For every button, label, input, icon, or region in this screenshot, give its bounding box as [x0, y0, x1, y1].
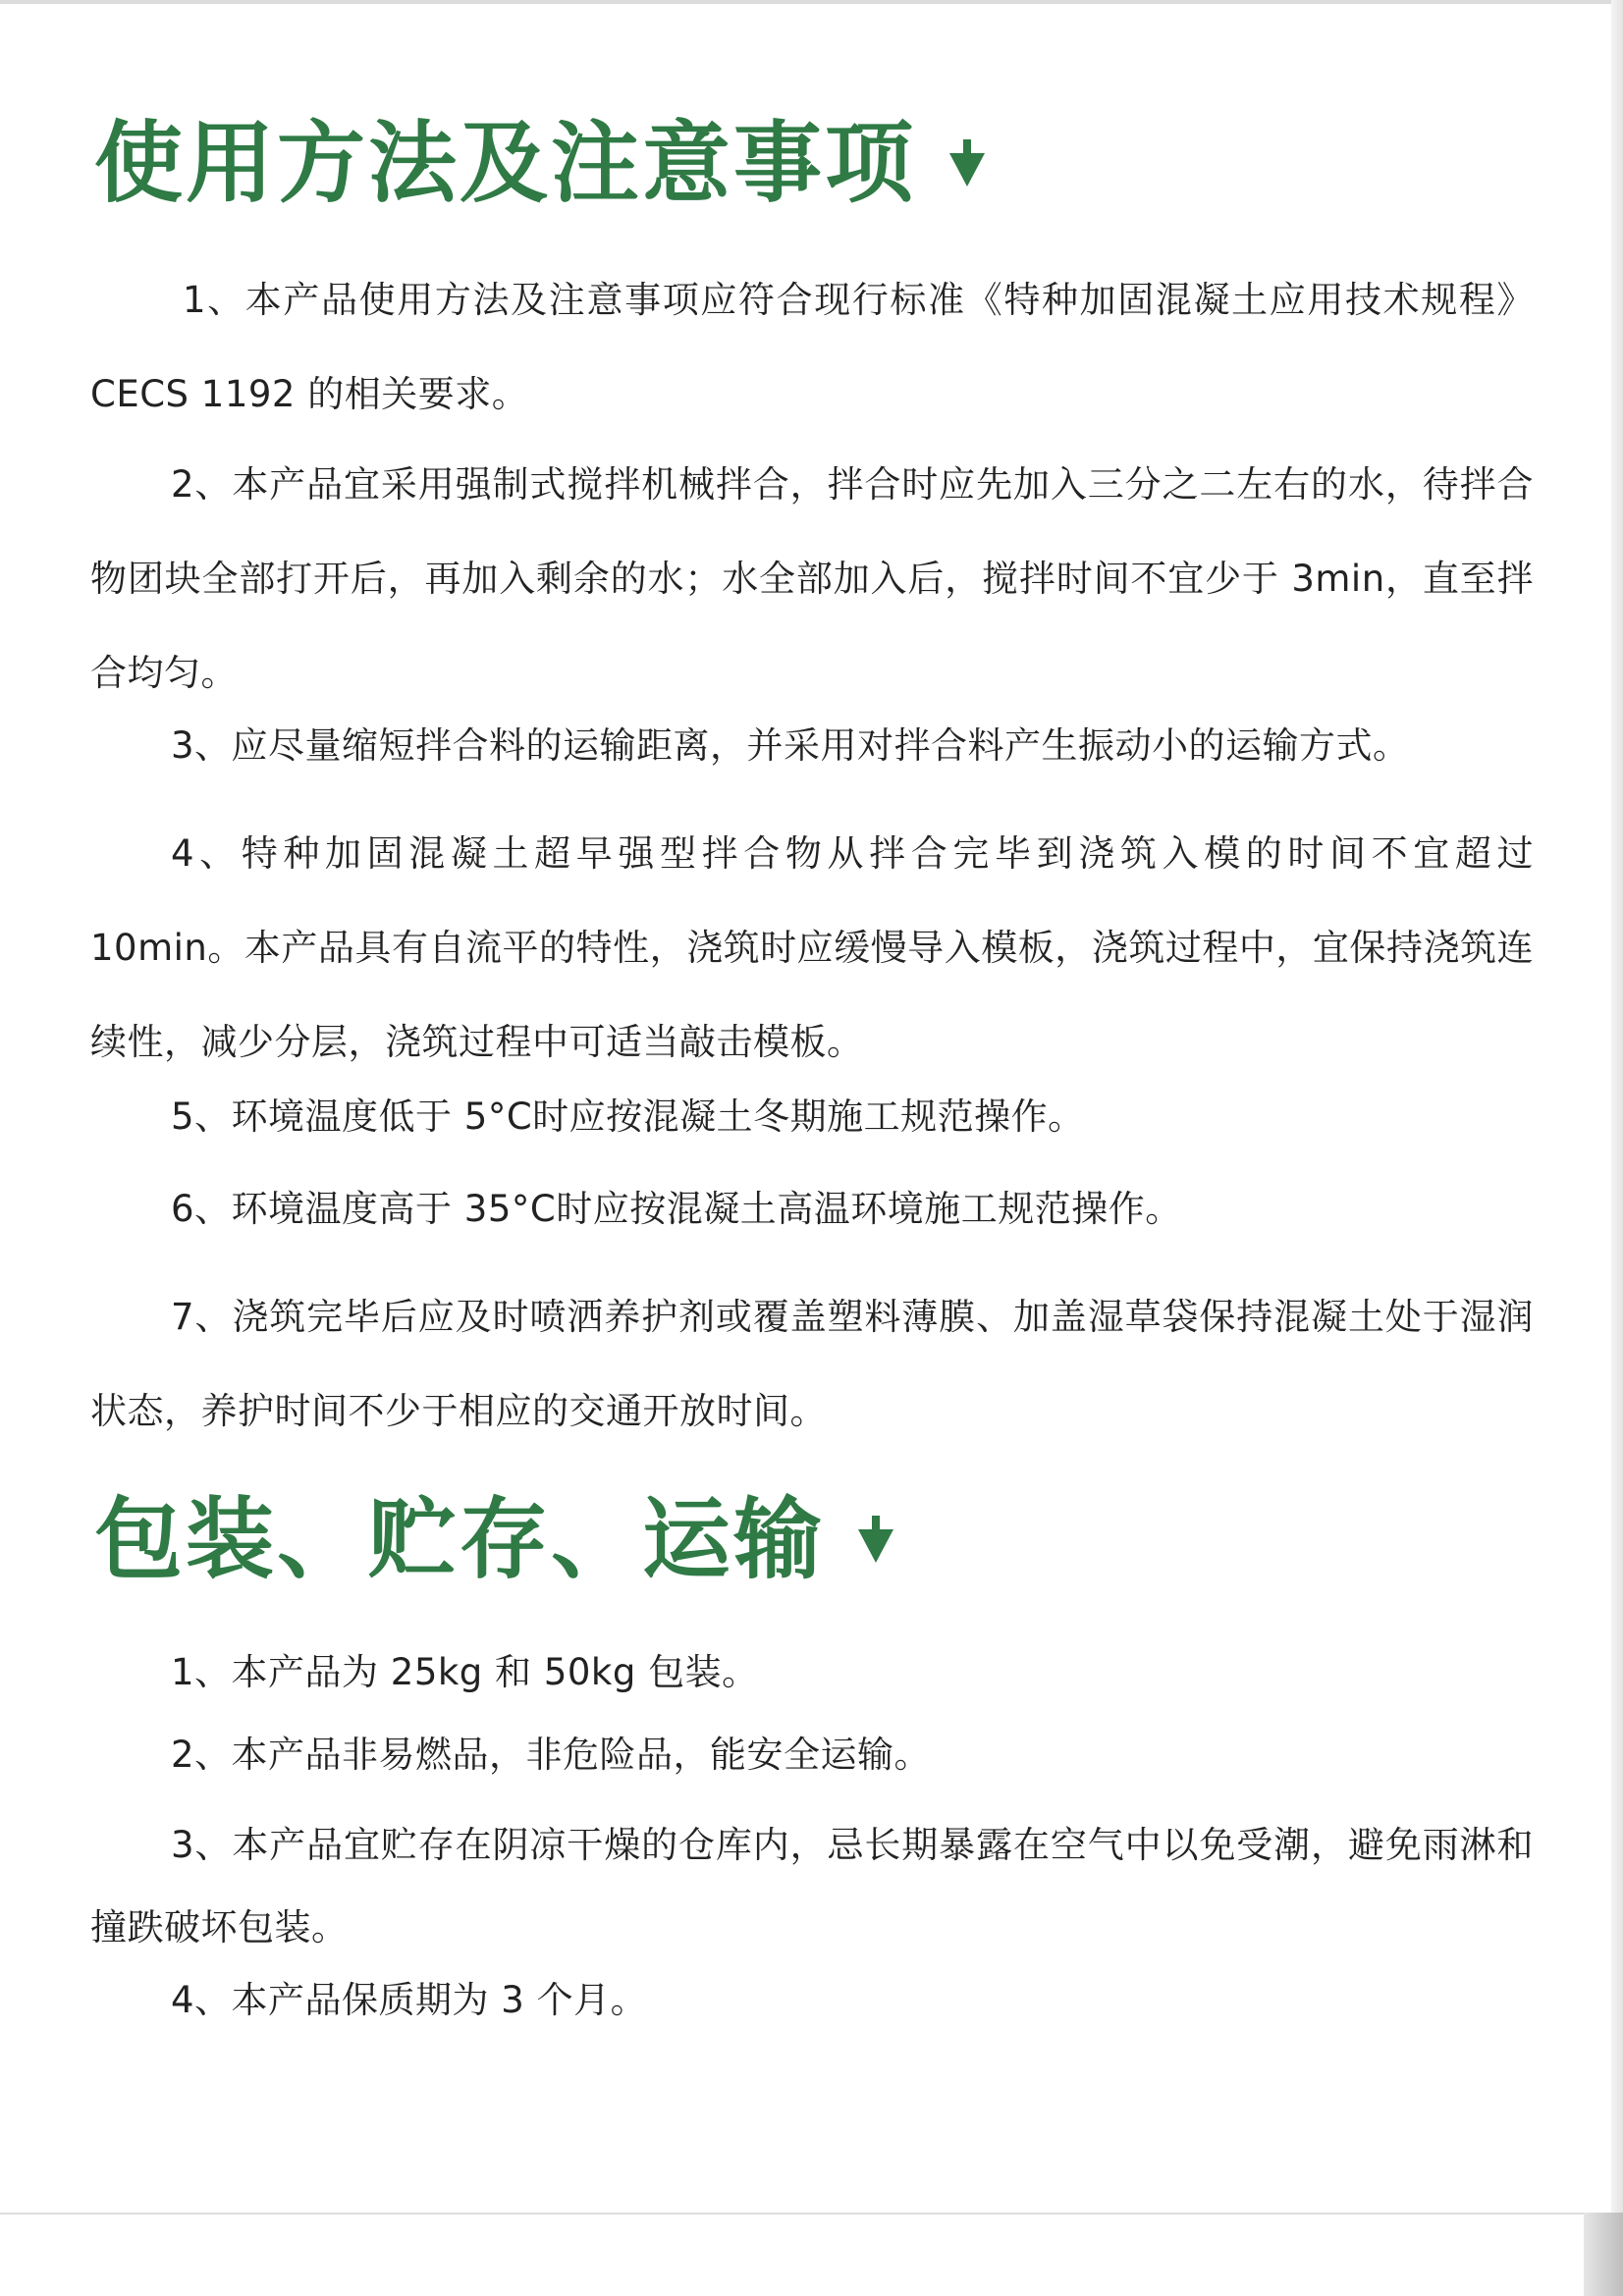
usage-item-3: 3、应尽量缩短拌合料的运输距离，并采用对拌合料产生振动小的运输方式。 [171, 724, 1410, 767]
usage-item-4: 4、特种加固混凝土超早强型拌合物从拌合完毕到浇筑入模的时间不宜超过 10min。本产品具有自流平的特性，浇筑时应缓慢导入模板，浇筑过程中，宜保持浇筑连续性，减少分层，浇筑过程中可适当敲击模板。 [90, 832, 1534, 1063]
packaging-item-4: 4、本产品保质期为 3 个月。 [171, 1979, 648, 2021]
usage-item-1: 1、本产品使用方法及注意事项应符合现行标准《特种加固混凝土应用技术规程》CECS 1192 的相关要求。 [90, 279, 1534, 415]
section-heading-packaging [94, 1488, 893, 1591]
usage-item-2: 2、本产品宜采用强制式搅拌机械拌合，拌合时应先加入三分之二左右的水，待拌合物团块全部打开后，再加入剩余的水；水全部加入后，搅拌时间不宜少于 3min，直至拌合均匀。 [90, 463, 1534, 694]
down-triangle-icon [858, 1529, 893, 1563]
section-heading-usage [94, 112, 985, 215]
section-title-packaging: 包装、贮存、运输 [94, 1488, 825, 1591]
packaging-item-3: 3、本产品宜贮存在阴凉干燥的仓库内，忌长期暴露在空气中以免受潮，避免雨淋和撞跌破坏包装。 [90, 1824, 1534, 1949]
down-triangle-icon [949, 153, 985, 187]
usage-item-7: 7、浇筑完毕后应及时喷洒养护剂或覆盖塑料薄膜、加盖湿草袋保持混凝土处于湿润状态，养护时间不少于相应的交通开放时间。 [90, 1296, 1534, 1432]
usage-item-5: 5、环境温度低于 5°C时应按混凝土冬期施工规范操作。 [171, 1095, 1085, 1138]
packaging-item-1: 1、本产品为 25kg 和 50kg 包装。 [171, 1651, 759, 1693]
section-title-usage: 使用方法及注意事项 [94, 112, 916, 215]
usage-item-6: 6、环境温度高于 35°C时应按混凝土高温环境施工规范操作。 [171, 1188, 1182, 1230]
packaging-item-2: 2、本产品非易燃品，非危险品，能安全运输。 [171, 1734, 932, 1776]
